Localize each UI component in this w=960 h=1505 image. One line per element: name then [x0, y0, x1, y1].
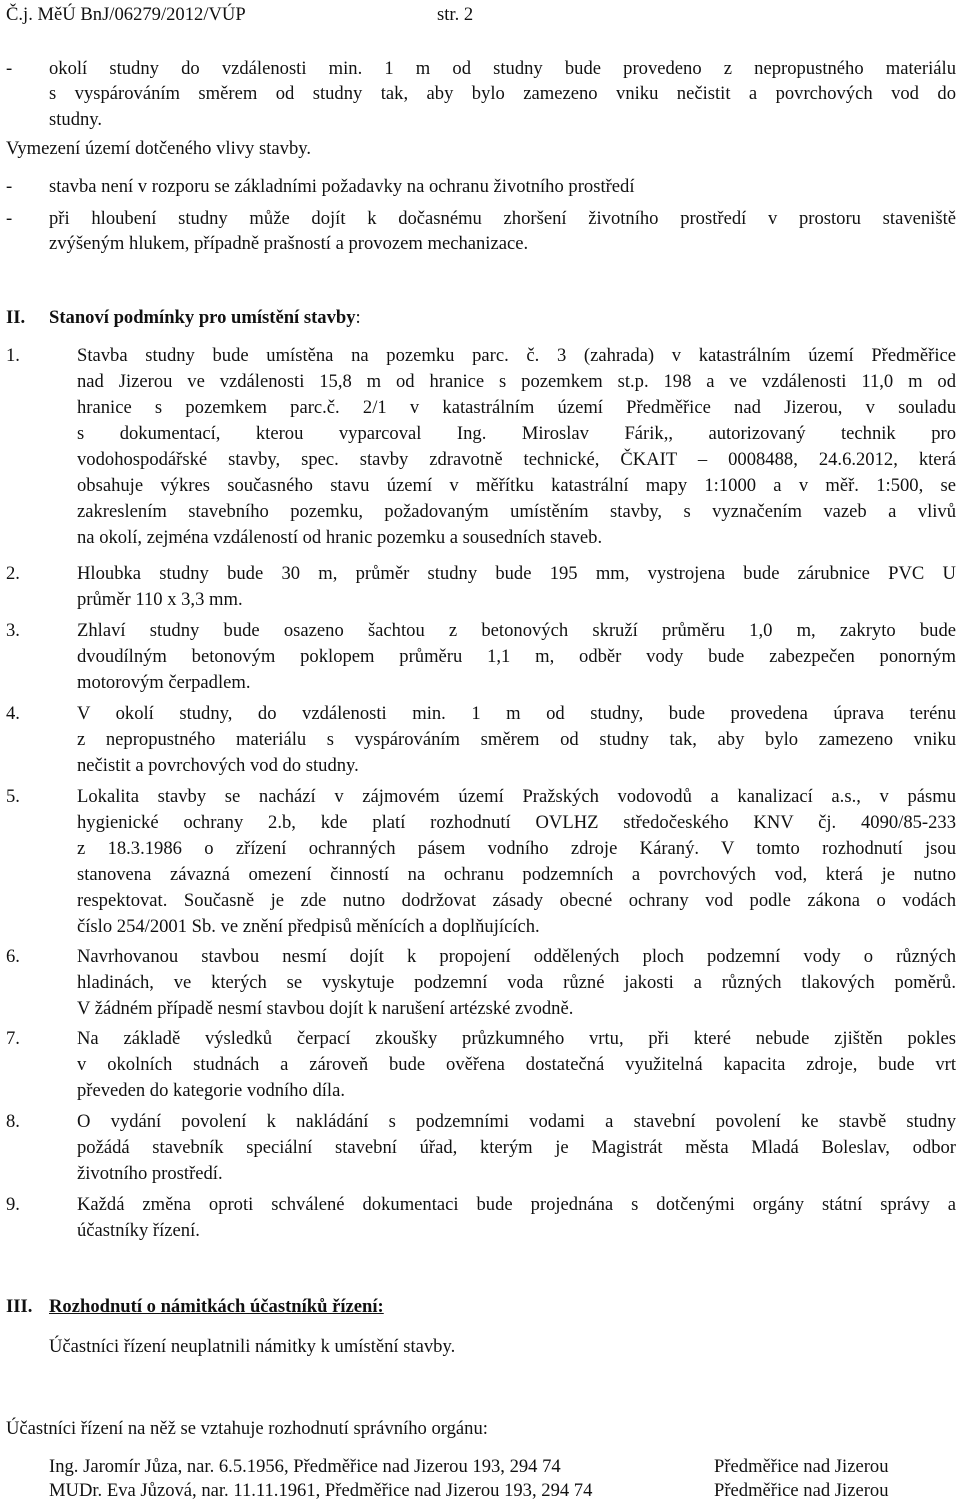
condition-line: převeden do kategorie vodního díla.: [77, 1080, 345, 1101]
condition-line: Každá změna oproti schválené dokumentaci bude projednána s dotčenými orgány státní správy a: [77, 1194, 956, 1215]
condition-line: hygienické ochrany 2.b, kde platí rozhodnutí OVLHZ středočeského KNV čj. 4090/85-233: [77, 812, 956, 833]
condition-line: vodohospodářské stavby, spec. stavby zdravotně technické, ČKAIT – 0008488, 24.6.2012, která: [77, 449, 956, 470]
section-number: III.: [6, 1296, 33, 1317]
condition-number: 6.: [6, 946, 20, 967]
condition-line: na okolí, zejména vzdáleností od hranic pozemku a sousedních staveb.: [77, 527, 603, 548]
condition-line: Stavba studny bude umístěna na pozemku parc. č. 3 (zahrada) v katastrálním území Předměřice: [77, 345, 956, 366]
intro-dash: -: [6, 58, 13, 79]
condition-number: 7.: [6, 1028, 20, 1049]
impact-heading: Vymezení území dotčeného vlivy stavby.: [6, 138, 311, 159]
condition-line: V okolí studny, do vzdálenosti min. 1 m od studny, bude provedena úprava terénu: [77, 703, 956, 724]
condition-line: účastníky řízení.: [77, 1220, 200, 1241]
condition-line: číslo 254/2001 Sb. ve znění předpisů měnících a doplňujících.: [77, 916, 540, 937]
section-title-text: Stanoví podmínky pro umístění stavby: [49, 307, 356, 328]
condition-line: respektovat. Současně je zde nutno dodržovat zásady obecné ochrany vod podle zákona o vodách: [77, 890, 956, 911]
condition-line: zakreslením stavebního pozemku, požadovaným umístěním stavby, s vyznačením vazeb a vlivů: [77, 501, 956, 522]
participant-place: Předměřice nad Jizerou: [714, 1456, 889, 1477]
condition-line: hladinách, ve kterých se vyskytuje podzemní voda různé jakosti a různých tlakových poměrů.: [77, 972, 956, 993]
section-title: Rozhodnutí o námitkách účastníků řízení:: [49, 1296, 384, 1317]
impact-dash: -: [6, 208, 13, 229]
page-number: str. 2: [437, 4, 474, 25]
condition-line: obsahuje výkres současného stavu území v měřítku katastrální mapy 1:1000 a v měř. 1:500, se: [77, 475, 956, 496]
condition-number: 9.: [6, 1194, 20, 1215]
condition-line: s dokumentací, kterou vyparcoval Ing. Miroslav Fárik,, autorizovaný technik pro: [77, 423, 956, 444]
section-title: [49, 306, 361, 330]
intro-line: studny.: [49, 109, 103, 130]
condition-line: z 18.3.1986 o zřízení ochranných pásem vodního zdroje Káraný. V tomto rozhodnutí jsou: [77, 838, 956, 859]
impact-bullet: stavba není v rozporu se základními požadavky na ochranu životního prostředí: [49, 176, 635, 197]
condition-number: 1.: [6, 345, 20, 366]
participants-heading: Účastníci řízení na něž se vztahuje rozhodnutí správního orgánu:: [6, 1418, 488, 1439]
condition-number: 3.: [6, 620, 20, 641]
objections-text: Účastníci řízení neuplatnili námitky k umístění stavby.: [49, 1336, 456, 1357]
condition-line: dvoudílným betonovým poklopem průměru 1,1 m, odběr vody bude zabezpečen ponorným: [77, 646, 956, 667]
participant-entry: MUDr. Eva Jůzová, nar. 11.11.1961, Předměřice nad Jizerou 193, 294 74: [49, 1480, 593, 1501]
condition-line: Na základě výsledků čerpací zkoušky průzkumného vrtu, při které nebude zjištěn pokles: [77, 1028, 956, 1049]
participant-entry: Ing. Jaromír Jůza, nar. 6.5.1956, Předměřice nad Jizerou 193, 294 74: [49, 1456, 561, 1477]
condition-line: požádá stavebník speciální stavební úřad, kterým je Magistrát města Mladá Boleslav, odbor: [77, 1137, 956, 1158]
condition-line: průměr 110 x 3,3 mm.: [77, 589, 243, 610]
intro-line: s vyspárováním směrem od studny tak, aby bylo zamezeno vniku nečistit a povrchových vod do: [49, 83, 956, 104]
condition-number: 2.: [6, 563, 20, 584]
impact-bullet: zvýšeným hlukem, případně prašností a provozem mechanizace.: [49, 233, 529, 254]
section-title-colon: :: [355, 307, 361, 328]
condition-line: motorovým čerpadlem.: [77, 672, 251, 693]
condition-line: O vydání povolení k nakládání s podzemními vodami a stavební povolení ke stavbě studny: [77, 1111, 956, 1132]
condition-line: životního prostředí.: [77, 1163, 223, 1184]
condition-line: z nepropustného materiálu s vyspárováním směrem od studny tak, aby bylo zamezeno vniku: [77, 729, 956, 750]
condition-line: Navrhovanou stavbou nesmí dojít k propojení oddělených ploch podzemní vody o různých: [77, 946, 956, 967]
condition-line: stanovena závazná omezení činností na ochranu podzemních a povrchových vod, která je nutno: [77, 864, 956, 885]
condition-number: 5.: [6, 786, 20, 807]
condition-line: nad Jizerou ve vzdálenosti 15,8 m od hranice s pozemkem st.p. 198 a ve vzdálenosti 11,0 m od: [77, 371, 956, 392]
condition-line: Lokalita stavby se nachází v zájmovém území Pražských vodovodů a kanalizací a.s., v pásmu: [77, 786, 956, 807]
intro-line: okolí studny do vzdálenosti min. 1 m od studny bude provedeno z nepropustného materiálu: [49, 58, 956, 79]
condition-line: V žádném případě nesmí stavbou dojít k narušení artézské zvodně.: [77, 998, 574, 1019]
participant-place: Předměřice nad Jizerou: [714, 1480, 889, 1501]
impact-dash: -: [6, 176, 13, 197]
document-reference: Č.j. MěÚ BnJ/06279/2012/VÚP: [6, 4, 246, 25]
condition-number: 8.: [6, 1111, 20, 1132]
condition-number: 4.: [6, 703, 20, 724]
condition-line: v okolních studnách a zároveň bude ověřena dostatečná využitelná kapacita zdroje, bude vrt: [77, 1054, 956, 1075]
section-number: II.: [6, 307, 26, 328]
impact-bullet: při hloubení studny může dojít k dočasnému zhoršení životního prostředí v prostoru staveniště: [49, 208, 956, 229]
condition-line: nečistit a povrchových vod do studny.: [77, 755, 359, 776]
condition-line: hranice s pozemkem parc.č. 2/1 v katastrálním území Předměřice nad Jizerou, v souladu: [77, 397, 956, 418]
condition-line: Zhlaví studny bude osazeno šachtou z betonových skruží průměru 1,0 m, zakryto bude: [77, 620, 956, 641]
condition-line: Hloubka studny bude 30 m, průměr studny bude 195 mm, vystrojena bude zárubnice PVC U: [77, 563, 956, 584]
